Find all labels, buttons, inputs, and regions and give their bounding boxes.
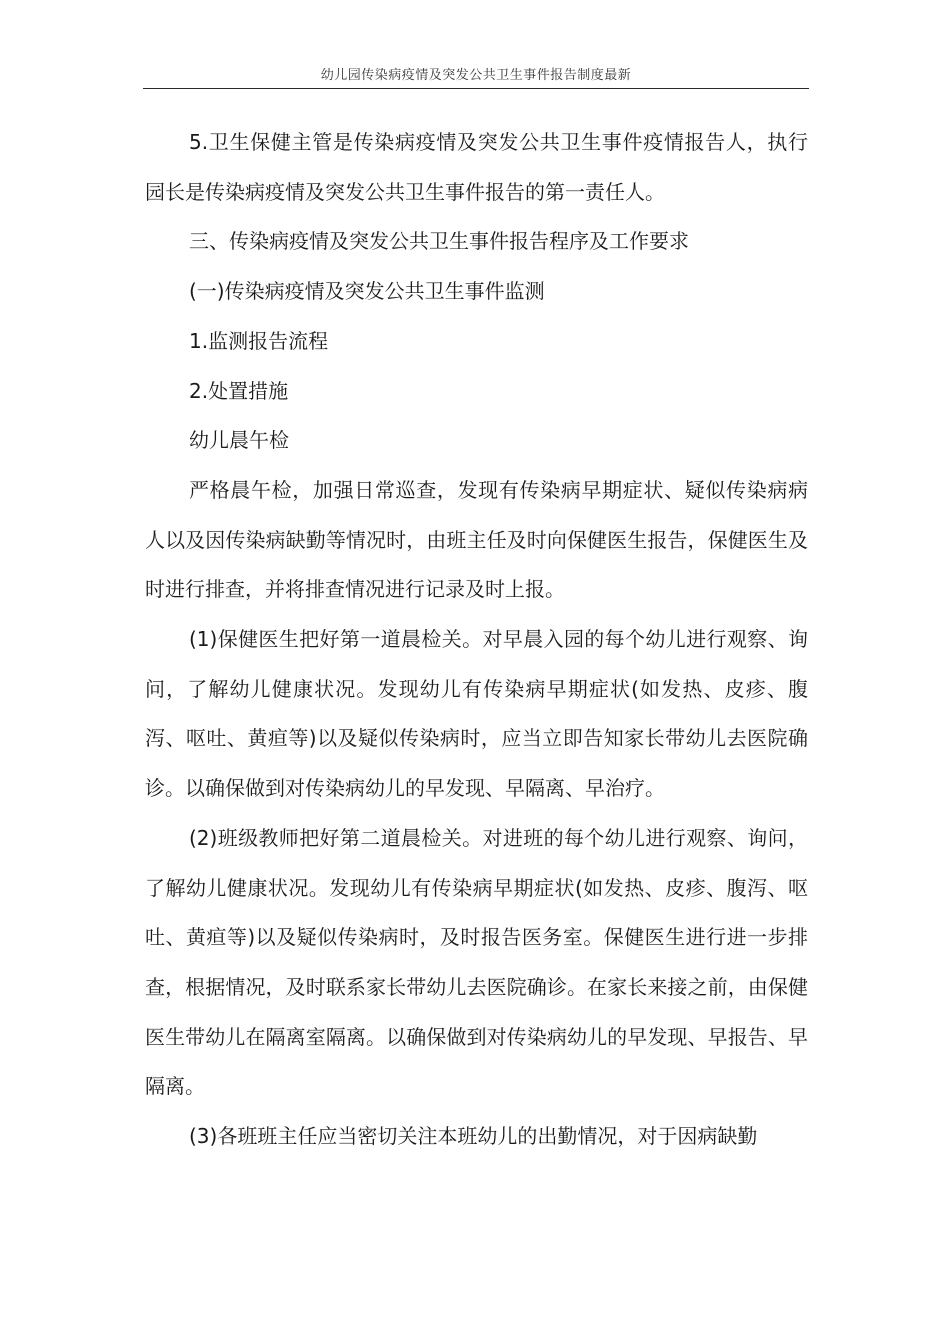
paragraph-attendance: (3)各班班主任应当密切关注本班幼儿的出勤情况，对于因病缺勤 — [189, 1124, 758, 1149]
item-reporting-flow: 1.监测报告流程 — [189, 328, 329, 353]
header-divider — [143, 88, 809, 89]
item-disposal-measures: 2.处置措施 — [189, 378, 289, 403]
subsection-heading-monitoring: (一)传染病疫情及突发公共卫生事件监测 — [189, 279, 545, 304]
document-body — [145, 118, 808, 1162]
paragraph-second-check: (2)班级教师把好第二道晨检关。对进班的每个幼儿进行观察、询问，了解幼儿健康状况。发现幼儿有传染病早期症状(如发热、皮疹、腹泻、呕吐、黄疸等)以及疑似传染病时，及时报告医务室。保健医生进行进一步排查，根据情况，及时联系家长带幼儿去医院确诊。在家长来接之前，由保健医生带幼儿在隔离室隔离。以确保做到对传染病幼儿的早发现、早报告、早隔离。 — [145, 825, 808, 1099]
section-heading-procedure: 三、传染病疫情及突发公共卫生事件报告程序及工作要求 — [189, 229, 689, 254]
paragraph-responsible-persons: 5.卫生保健主管是传染病疫情及突发公共卫生事件疫情报告人，执行园长是传染病疫情及突发公共卫生事件报告的第一责任人。 — [145, 130, 808, 204]
paragraph-first-check: (1)保健医生把好第一道晨检关。对早晨入园的每个幼儿进行观察、询问，了解幼儿健康状况。发现幼儿有传染病早期症状(如发热、皮疹、腹泻、呕吐、黄疸等)以及疑似传染病时，应当立即告知家长带幼儿去医院确诊。以确保做到对传染病幼儿的早发现、早隔离、早治疗。 — [145, 627, 808, 801]
paragraph-strict-check: 严格晨午检，加强日常巡查，发现有传染病早期症状、疑似传染病病人以及因传染病缺勤等情况时，由班主任及时向保健医生报告，保健医生及时进行排查，并将排查情况进行记录及时上报。 — [145, 477, 808, 602]
heading-morning-check: 幼儿晨午检 — [189, 428, 289, 453]
running-header: 幼儿园传染病疫情及突发公共卫生事件报告制度最新 — [320, 68, 632, 83]
